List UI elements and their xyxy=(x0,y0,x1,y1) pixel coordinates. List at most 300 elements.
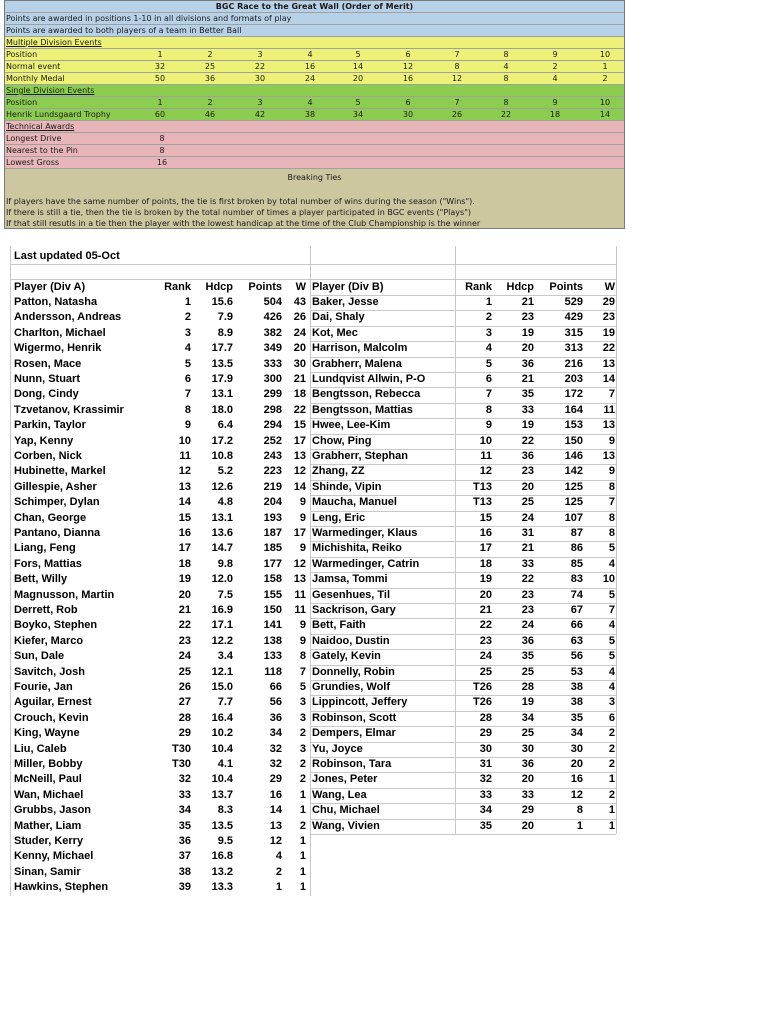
player-name: Hwee, Lee-Kim xyxy=(312,419,391,432)
points-value: 26 xyxy=(451,110,463,119)
wins-cell: 9 xyxy=(299,619,306,632)
table-row xyxy=(0,526,772,541)
rank-cell: 32 xyxy=(178,773,191,786)
rank-cell: 23 xyxy=(479,634,492,647)
rank-cell: 2 xyxy=(485,311,492,324)
player-name: Rosen, Mace xyxy=(14,357,82,370)
rank-cell: 8 xyxy=(184,403,191,416)
wins-cell: 14 xyxy=(602,373,615,385)
points-value: 6 xyxy=(405,98,411,107)
player-name: Zhang, ZZ xyxy=(312,465,365,478)
wins-cell: 6 xyxy=(608,711,615,724)
points-value: 2 xyxy=(207,98,213,107)
rank-cell: T30 xyxy=(172,758,191,770)
player-name: Patton, Natasha xyxy=(14,296,98,308)
points-cell: 529 xyxy=(564,296,583,308)
rank-cell: 24 xyxy=(479,650,492,663)
points-cell: 20 xyxy=(570,758,583,770)
points-value: 12 xyxy=(402,62,414,71)
multiple-division-heading-row xyxy=(5,37,624,49)
points-cell: 29 xyxy=(269,773,282,786)
player-name: Kiefer, Marco xyxy=(14,634,84,647)
wins-cell: 4 xyxy=(608,557,615,570)
table-row xyxy=(0,757,772,772)
handicap-cell: 34 xyxy=(521,711,534,724)
rank-cell: 20 xyxy=(178,588,191,601)
points-value: 1 xyxy=(157,98,163,107)
wins-cell: 4 xyxy=(608,619,615,632)
points-value: 22 xyxy=(254,62,266,71)
player-name: Liu, Caleb xyxy=(14,742,67,755)
rank-cell: T13 xyxy=(473,496,492,509)
wins-cell: 9 xyxy=(608,434,615,447)
wins-cell: 7 xyxy=(608,496,615,509)
points-cell: 38 xyxy=(570,681,583,693)
wins-cell: 5 xyxy=(299,681,306,693)
rank-cell: 8 xyxy=(485,403,492,416)
rank-cell: 29 xyxy=(479,727,492,740)
player-name: Grabherr, Malena xyxy=(312,357,402,370)
handicap-cell: 19 xyxy=(521,326,534,339)
table-row xyxy=(0,834,772,849)
player-name: Wang, Lea xyxy=(312,788,367,801)
table-row xyxy=(0,464,772,479)
single-trophy-row xyxy=(5,109,624,121)
points-value: 4 xyxy=(503,62,509,71)
points-cell: 155 xyxy=(263,588,282,601)
handicap-cell: 33 xyxy=(521,788,534,801)
handicap-cell: 24 xyxy=(521,619,534,632)
table-row xyxy=(0,618,772,633)
header-wins-b: W xyxy=(604,281,615,293)
points-value: 14 xyxy=(599,110,611,119)
points-cell: 150 xyxy=(263,604,282,616)
table-row xyxy=(0,695,772,710)
wins-cell: 1 xyxy=(299,881,306,894)
wins-cell: 1 xyxy=(299,788,306,801)
wins-cell: 9 xyxy=(299,511,306,524)
handicap-cell: 12.0 xyxy=(211,573,233,586)
table-row xyxy=(0,403,772,418)
points-cell: 504 xyxy=(263,296,282,308)
award-value: 8 xyxy=(159,134,165,143)
wins-cell: 8 xyxy=(608,527,615,539)
player-name: Wan, Michael xyxy=(14,788,84,801)
handicap-cell: 20 xyxy=(521,342,534,355)
wins-cell: 2 xyxy=(608,742,615,755)
player-name: Mather, Liam xyxy=(14,819,82,832)
handicap-cell: 10.4 xyxy=(211,773,233,786)
player-name: Tzvetanov, Krassimir xyxy=(14,403,124,416)
player-name: Bengtsson, Mattias xyxy=(312,403,413,416)
table-row xyxy=(0,726,772,741)
handicap-cell: 10.4 xyxy=(211,742,233,755)
multiple-division-heading: Multiple Division Events xyxy=(6,38,102,47)
technical-awards-heading: Technical Awards xyxy=(6,122,75,131)
table-row xyxy=(0,341,772,356)
handicap-cell: 25 xyxy=(521,665,534,678)
handicap-cell: 36 xyxy=(521,450,534,462)
row-label: Monthly Medal xyxy=(6,74,65,83)
player-name: Corben, Nick xyxy=(14,450,82,462)
wins-cell: 7 xyxy=(608,388,615,401)
rank-cell: 34 xyxy=(178,804,191,817)
wins-cell: 15 xyxy=(293,419,306,432)
points-value: 14 xyxy=(352,62,364,71)
player-name: Dai, Shaly xyxy=(312,311,365,324)
points-cell: 349 xyxy=(263,342,282,355)
table-row xyxy=(0,449,772,464)
tie-rule: If there is still a tie, then the tie is broken by the total number of times a player participated in BGC events ("Plays") xyxy=(6,208,472,217)
last-updated-row xyxy=(0,249,772,264)
handicap-cell: 10.2 xyxy=(211,727,233,740)
table-row xyxy=(0,649,772,664)
table-row xyxy=(0,372,772,387)
points-value: 10 xyxy=(599,98,611,107)
handicap-cell: 13.5 xyxy=(211,819,233,832)
wins-cell: 2 xyxy=(608,788,615,801)
table-row xyxy=(0,849,772,864)
rank-cell: 6 xyxy=(184,373,191,385)
points-cell: 153 xyxy=(564,419,583,432)
rank-cell: 6 xyxy=(485,373,492,385)
points-value: 50 xyxy=(154,74,166,83)
points-value: 3 xyxy=(257,50,263,59)
points-value: 30 xyxy=(254,74,266,83)
handicap-cell: 28 xyxy=(521,681,534,693)
points-cell: 252 xyxy=(263,434,282,447)
points-cell: 30 xyxy=(570,742,583,755)
player-name: Aguilar, Ernest xyxy=(14,696,92,709)
header-player-b: Player (Div B) xyxy=(312,281,384,293)
handicap-cell: 5.2 xyxy=(217,465,233,478)
player-name: Shinde, Vipin xyxy=(312,480,382,493)
handicap-cell: 17.7 xyxy=(211,342,233,355)
wins-cell: 1 xyxy=(608,773,615,786)
player-name: Crouch, Kevin xyxy=(14,711,89,724)
rank-cell: 17 xyxy=(479,542,492,555)
player-name: Maucha, Manuel xyxy=(312,496,397,509)
rank-cell: 26 xyxy=(178,681,191,693)
points-cell: 16 xyxy=(269,788,282,801)
player-name: Grabherr, Stephan xyxy=(312,450,408,462)
wins-cell: 14 xyxy=(293,480,306,493)
technical-award-row xyxy=(5,157,624,169)
rank-cell: 4 xyxy=(485,342,492,355)
points-cell: 193 xyxy=(263,511,282,524)
handicap-cell: 25 xyxy=(521,727,534,740)
multiple-normal-event-row xyxy=(5,61,624,73)
technical-award-row xyxy=(5,133,624,145)
single-division-heading-row xyxy=(5,85,624,97)
handicap-cell: 12.6 xyxy=(211,480,233,493)
rank-cell: 5 xyxy=(485,357,492,370)
header-wins-a: W xyxy=(295,281,306,293)
player-name: Schimper, Dylan xyxy=(14,496,100,509)
handicap-cell: 13.5 xyxy=(211,357,233,370)
points-cell: 66 xyxy=(269,681,282,693)
wins-cell: 9 xyxy=(299,542,306,555)
points-cell: 315 xyxy=(564,326,583,339)
rank-cell: 15 xyxy=(178,511,191,524)
points-cell: 118 xyxy=(264,665,282,678)
player-name: Yu, Joyce xyxy=(312,742,363,755)
award-value: 8 xyxy=(159,146,165,155)
rank-cell: 10 xyxy=(479,434,492,447)
player-name: Donnelly, Robin xyxy=(312,665,395,678)
player-name: Chow, Ping xyxy=(312,434,372,447)
points-cell: 185 xyxy=(263,542,282,555)
table-row xyxy=(0,310,772,325)
wins-cell: 2 xyxy=(299,758,306,770)
player-name: Dong, Cindy xyxy=(14,388,79,401)
award-value: 16 xyxy=(156,158,168,167)
technical-awards-heading-row xyxy=(5,121,624,133)
row-label: Position xyxy=(6,50,38,59)
rank-cell: 19 xyxy=(178,573,191,586)
wins-cell: 5 xyxy=(608,542,615,555)
player-name: Dempers, Elmar xyxy=(312,727,396,740)
player-name: Hawkins, Stephen xyxy=(14,881,109,894)
rank-cell: 11 xyxy=(480,450,492,462)
points-value: 36 xyxy=(204,74,216,83)
player-name: King, Wayne xyxy=(14,727,80,740)
points-value: 8 xyxy=(503,74,509,83)
wins-cell: 18 xyxy=(293,388,306,401)
handicap-cell: 17.9 xyxy=(211,373,233,385)
handicap-cell: 31 xyxy=(521,527,534,539)
points-value: 8 xyxy=(454,62,460,71)
handicap-cell: 21 xyxy=(521,373,534,385)
rank-cell: T30 xyxy=(172,742,191,755)
points-cell: 107 xyxy=(564,511,583,524)
points-cell: 13 xyxy=(269,819,282,832)
wins-cell: 5 xyxy=(608,634,615,647)
handicap-cell: 18.0 xyxy=(211,403,233,416)
player-name: Yap, Kenny xyxy=(14,434,74,447)
wins-cell: 30 xyxy=(293,357,306,370)
points-value: 20 xyxy=(352,74,364,83)
handicap-cell: 13.3 xyxy=(211,881,233,894)
last-updated: Last updated 05-Oct xyxy=(14,250,120,262)
points-value: 8 xyxy=(503,98,509,107)
rank-cell: T26 xyxy=(473,696,492,709)
points-value: 24 xyxy=(304,74,316,83)
handicap-cell: 21 xyxy=(521,296,534,308)
handicap-cell: 19 xyxy=(521,419,534,432)
handicap-cell: 17.1 xyxy=(211,619,233,632)
player-name: Hubinette, Markel xyxy=(14,465,106,478)
player-name: Grubbs, Jason xyxy=(14,804,92,817)
table-row xyxy=(0,295,772,310)
rank-cell: 21 xyxy=(479,604,492,616)
player-name: Bett, Faith xyxy=(312,619,366,632)
wins-cell: 13 xyxy=(602,450,615,462)
points-value: 2 xyxy=(552,62,558,71)
points-cell: 63 xyxy=(570,634,583,647)
rank-cell: 29 xyxy=(178,727,191,740)
player-name: Bengtsson, Rebecca xyxy=(312,388,421,401)
player-name: Chan, George xyxy=(14,511,87,524)
handicap-cell: 20 xyxy=(521,819,534,832)
handicap-cell: 23 xyxy=(521,604,534,616)
wins-cell: 12 xyxy=(293,557,306,570)
player-name: Lippincott, Jeffery xyxy=(312,696,408,709)
points-value: 18 xyxy=(549,110,561,119)
wins-cell: 22 xyxy=(602,342,615,355)
table-row xyxy=(0,803,772,818)
points-cell: 133 xyxy=(263,650,282,663)
player-name: Magnusson, Martin xyxy=(14,588,115,601)
rank-cell: 7 xyxy=(485,388,492,401)
rank-cell: 5 xyxy=(184,357,191,370)
points-cell: 187 xyxy=(263,527,282,539)
grid-line xyxy=(10,279,616,280)
wins-cell: 43 xyxy=(293,296,306,308)
player-name: Lundqvist Allwin, P-O xyxy=(312,373,426,385)
table-row xyxy=(0,788,772,803)
wins-cell: 1 xyxy=(299,850,306,863)
technical-award-row xyxy=(5,145,624,157)
handicap-cell: 30 xyxy=(521,742,534,755)
points-value: 9 xyxy=(552,98,558,107)
handicap-cell: 36 xyxy=(521,758,534,770)
handicap-cell: 23 xyxy=(521,465,534,478)
award-label: Longest Drive xyxy=(6,134,62,143)
points-cell: 56 xyxy=(269,696,282,709)
player-name: Liang, Feng xyxy=(14,542,76,555)
player-name: Studer, Kerry xyxy=(14,835,84,847)
handicap-cell: 33 xyxy=(521,557,534,570)
handicap-cell: 29 xyxy=(521,804,534,817)
rank-cell: 23 xyxy=(178,634,191,647)
points-value: 1 xyxy=(602,62,608,71)
points-value: 22 xyxy=(500,110,512,119)
points-cell: 34 xyxy=(269,727,282,740)
player-name: Wang, Vivien xyxy=(312,819,380,832)
player-name: Miller, Bobby xyxy=(14,758,83,770)
handicap-cell: 8.3 xyxy=(217,804,233,817)
info-note: Points are awarded to both players of a team in Better Ball xyxy=(6,26,242,35)
handicap-cell: 16.8 xyxy=(211,850,233,863)
points-value: 6 xyxy=(405,50,411,59)
handicap-cell: 35 xyxy=(521,650,534,663)
points-cell: 85 xyxy=(570,557,583,570)
award-label: Lowest Gross xyxy=(6,158,60,167)
player-name: Jamsa, Tommi xyxy=(312,573,388,586)
wins-cell: 1 xyxy=(299,804,306,817)
player-name: Charlton, Michael xyxy=(14,326,106,339)
points-cell: 243 xyxy=(263,450,282,462)
table-row xyxy=(0,434,772,449)
player-name: Nunn, Stuart xyxy=(14,373,80,385)
player-name: Derrett, Rob xyxy=(14,604,78,616)
player-name: Savitch, Josh xyxy=(14,665,85,678)
header-points-b: Points xyxy=(549,281,583,293)
wins-cell: 9 xyxy=(299,496,306,509)
handicap-cell: 15.0 xyxy=(211,681,233,693)
points-value: 2 xyxy=(207,50,213,59)
points-value: 7 xyxy=(454,98,460,107)
handicap-cell: 13.7 xyxy=(211,788,233,801)
info-note-row xyxy=(5,25,624,37)
handicap-cell: 22 xyxy=(521,434,534,447)
points-cell: 12 xyxy=(269,835,282,847)
player-name: Warmedinger, Klaus xyxy=(312,527,418,539)
rank-cell: 20 xyxy=(479,588,492,601)
points-cell: 426 xyxy=(263,311,282,324)
handicap-cell: 7.9 xyxy=(217,311,233,324)
handicap-cell: 20 xyxy=(521,480,534,493)
table-row xyxy=(0,680,772,695)
points-value: 32 xyxy=(154,62,166,71)
wins-cell: 2 xyxy=(299,773,306,786)
points-value: 2 xyxy=(602,74,608,83)
rank-cell: 31 xyxy=(479,758,492,770)
handicap-cell: 13.6 xyxy=(211,527,233,539)
rank-cell: 18 xyxy=(479,557,492,570)
points-cell: 164 xyxy=(564,403,583,416)
points-value: 3 xyxy=(257,98,263,107)
handicap-cell: 36 xyxy=(521,634,534,647)
player-name: Gillespie, Asher xyxy=(14,480,97,493)
rank-cell: 11 xyxy=(179,450,191,462)
handicap-cell: 3.4 xyxy=(217,650,233,663)
points-cell: 8 xyxy=(576,804,583,817)
single-position-row xyxy=(5,97,624,109)
table-row xyxy=(0,557,772,572)
rank-cell: 27 xyxy=(178,696,191,709)
handicap-cell: 15.6 xyxy=(211,296,233,308)
points-cell: 16 xyxy=(570,773,583,786)
rank-cell: 1 xyxy=(184,296,191,308)
points-value: 9 xyxy=(552,50,558,59)
handicap-cell: 24 xyxy=(521,511,534,524)
player-name: Gately, Kevin xyxy=(312,650,381,663)
table-row xyxy=(0,326,772,341)
player-name: Leng, Eric xyxy=(312,511,366,524)
player-name: Parkin, Taylor xyxy=(14,419,86,432)
handicap-cell: 10.8 xyxy=(211,450,233,462)
points-cell: 141 xyxy=(263,619,282,632)
wins-cell: 7 xyxy=(299,665,306,678)
player-name: Andersson, Andreas xyxy=(14,311,122,324)
table-row xyxy=(0,865,772,880)
wins-cell: 10 xyxy=(602,573,615,586)
handicap-cell: 13.1 xyxy=(211,511,233,524)
wins-cell: 5 xyxy=(608,650,615,663)
wins-cell: 2 xyxy=(299,819,306,832)
player-name: McNeill, Paul xyxy=(14,773,82,786)
rank-cell: 17 xyxy=(178,542,191,555)
wins-cell: 1 xyxy=(299,865,306,878)
rank-cell: 24 xyxy=(178,650,191,663)
rank-cell: 12 xyxy=(479,465,492,478)
wins-cell: 22 xyxy=(293,403,306,416)
rank-cell: 33 xyxy=(178,788,191,801)
rank-cell: 35 xyxy=(479,819,492,832)
info-title: BGC Race to the Great Wall (Order of Merit) xyxy=(5,1,624,13)
points-value: 30 xyxy=(402,110,414,119)
player-name: Boyko, Stephen xyxy=(14,619,98,632)
rank-cell: 12 xyxy=(178,465,191,478)
points-cell: 4 xyxy=(275,850,282,863)
rank-cell: 37 xyxy=(178,850,191,863)
handicap-cell: 16.9 xyxy=(211,604,233,616)
points-value: 38 xyxy=(304,110,316,119)
points-cell: 83 xyxy=(570,573,583,586)
handicap-cell: 17.2 xyxy=(211,434,233,447)
